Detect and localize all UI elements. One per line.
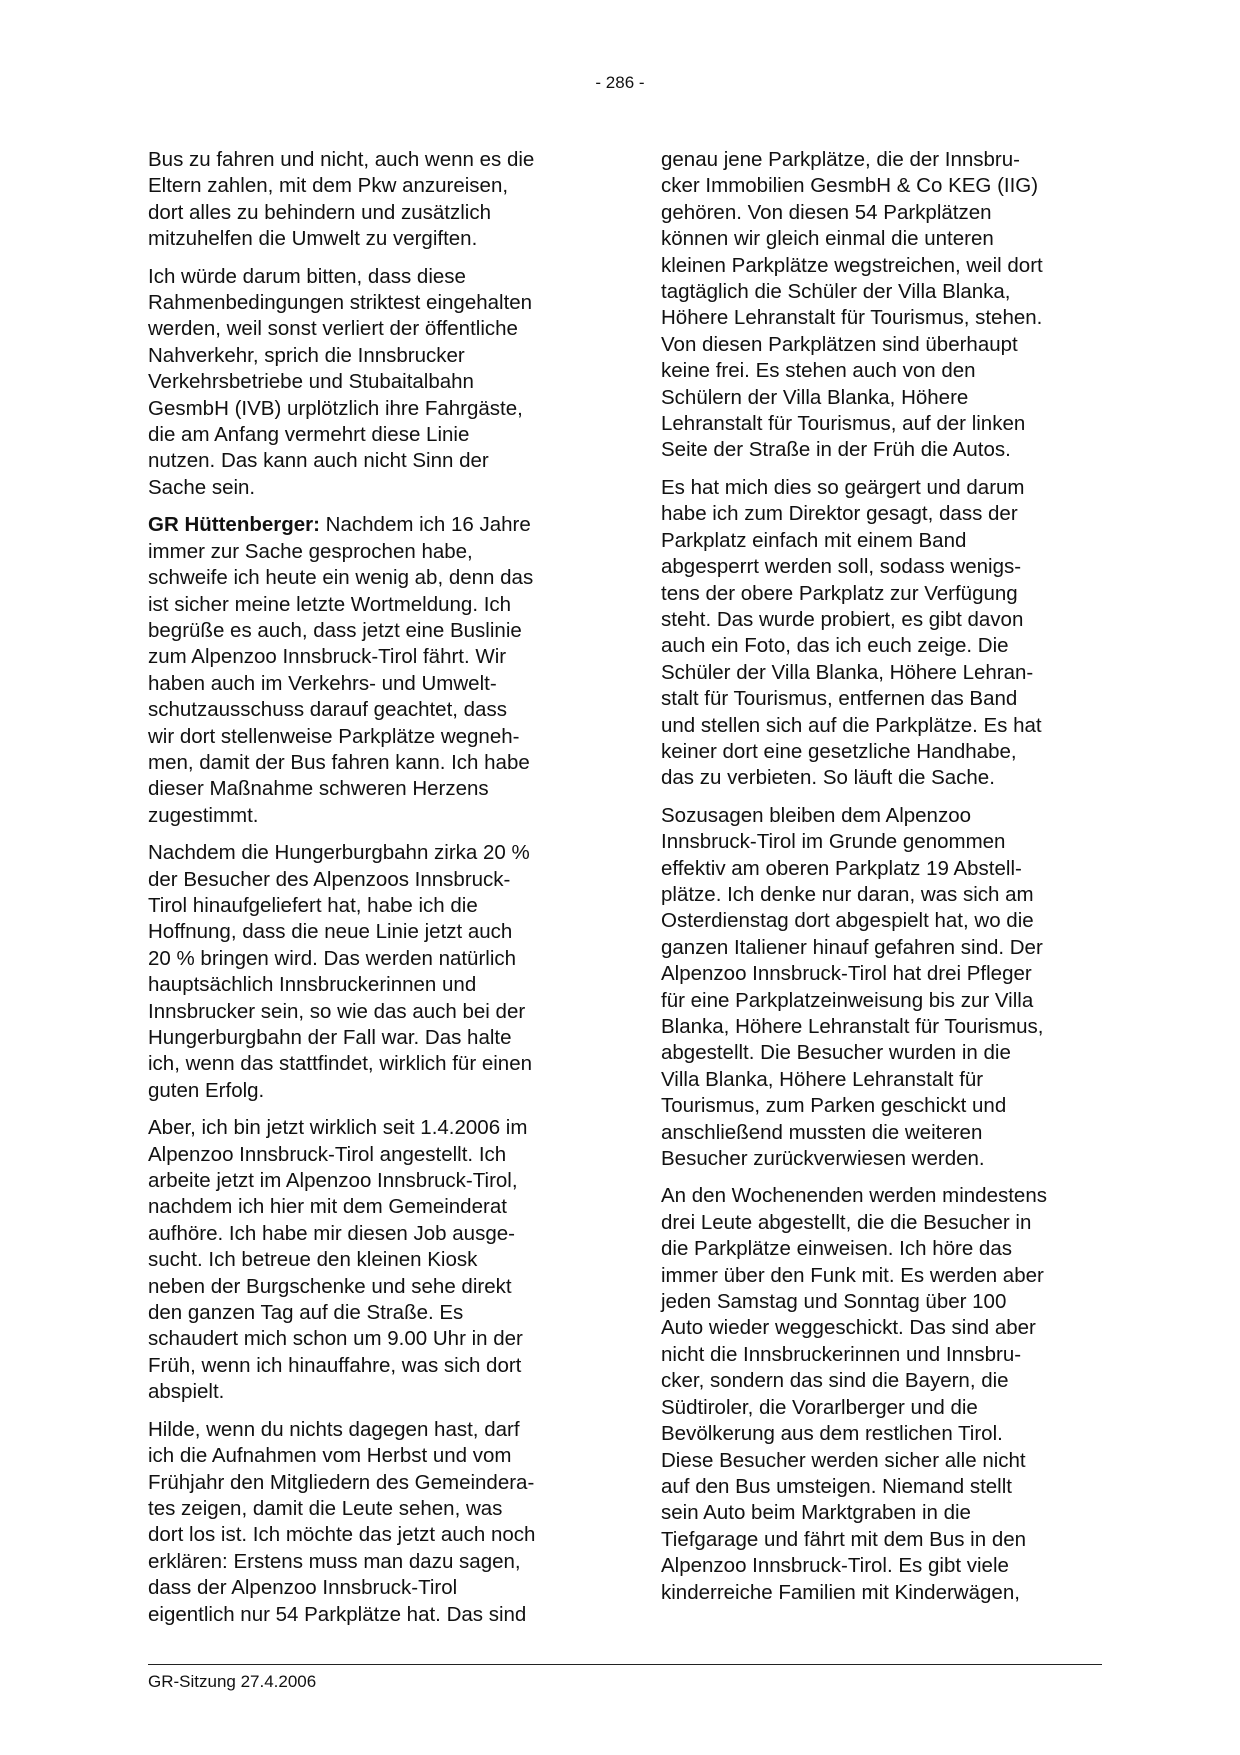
right-column xyxy=(661,147,1101,1617)
paragraph: genau jene Parkplätze, die der Innsbru- cker Immobilien GesmbH & Co KEG (IIG) gehören. Von diesen 54 Parkplätzen können wir gleich einmal die unteren kleinen Parkplätze wegstreichen, weil dort tagtäglich die Schüler der Villa Blanka, Höhere Lehranstalt für Tourismus, stehen. Von diesen Parkplätzen sind überhaupt keine frei. Es stehen auch von den Schülern der Villa Blanka, Höhere Lehranstalt für Tourismus, auf der linken Seite der Straße in der Früh die Autos. xyxy=(661,148,1043,462)
paragraph: Aber, ich bin jetzt wirklich seit 1.4.2006 im Alpenzoo Innsbruck-Tirol angestellt. Ich arbeite jetzt im Alpenzoo Innsbruck-Tirol, nachdem ich hier mit dem Gemeinderat aufhöre. Ich habe mir diesen Job ausge- sucht. Ich betreue den kleinen Kiosk neben der Burgschenke und sehe direkt den ganzen Tag auf die Straße. Es schaudert mich schon um 9.00 Uhr in der Früh, wenn ich hinauffahre, was sich dort abspielt. xyxy=(148,1116,528,1404)
left-column xyxy=(148,147,588,1639)
paragraph: Es hat mich dies so geärgert und darum habe ich zum Direktor gesagt, dass der Parkplatz einfach mit einem Band abgesperrt werden soll, sodass wenigs- tens der obere Parkplatz zur Verfügung steht. Das wurde probiert, es gibt davon auch ein Foto, das ich euch zeige. Die Schüler der Villa Blanka, Höhere Lehran- stalt für Tourismus, entfernen das Band und stellen sich auf die Parkplätze. Es hat keiner dort eine gesetzliche Handhabe, das zu verbieten. So läuft die Sache. xyxy=(661,475,1042,790)
page-number: - 286 - xyxy=(595,73,645,92)
paragraph-text: Nachdem ich 16 Jahre immer zur Sache gesprochen habe, schweife ich heute ein wenig ab, denn das ist sicher meine letzte Wortmeldung. Ich begrüße es auch, dass jetzt eine Buslinie zum Alpenzoo Innsbruck-Tirol fährt. Wir haben auch im Verkehrs- und Umwelt- schutzausschuss darauf geachtet, dass wir dort stellenweise Parkplätze wegneh- men, damit der Bus fahren kann. Ich habe dieser Maßnahme schweren Herzens zugestimmt. xyxy=(148,513,534,827)
footer-text: GR-Sitzung 27.4.2006 xyxy=(148,1672,317,1691)
paragraph: Sozusagen bleiben dem Alpenzoo Innsbruck-Tirol im Grunde genommen effektiv am oberen Parkplatz 19 Abstell- plätze. Ich denke nur daran, was sich am Osterdienstag dort abgespielt hat, wo die ganzen Italiener hinauf gefahren sind. Der Alpenzoo Innsbruck-Tirol hat drei Pfleger für eine Parkplatzeinweisung bis zur Villa Blanka, Höhere Lehranstalt für Tourismus, abgestellt. Die Besucher wurden in die Villa Blanka, Höhere Lehranstalt für Tourismus, zum Parken geschickt und anschließend mussten die weiteren Besucher zurückverwiesen werden. xyxy=(661,803,1044,1171)
paragraph: Nachdem die Hungerburgbahn zirka 20 % der Besucher des Alpenzoos Innsbruck- Tirol hinaufgeliefert hat, habe ich die Hoffnung, dass die neue Linie jetzt auch 20 % bringen wird. Das werden natürlich hauptsächlich Innsbruckerinnen und Innsbrucker sein, so wie das auch bei der Hungerburgbahn der Fall war. Das halte ich, wenn das stattfindet, wirklich für einen guten Erfolg. xyxy=(148,841,532,1102)
paragraph xyxy=(148,512,588,829)
paragraph: Hilde, wenn du nichts dagegen hast, darf ich die Aufnahmen vom Herbst und vom Frühjahr den Mitgliedern des Gemeindera- tes zeigen, damit die Leute sehen, was dort los ist. Ich möchte das jetzt auch noch erklären: Erstens muss man dazu sagen, dass der Alpenzoo Innsbruck-Tirol eigentlich nur 54 Parkplätze hat. Das sind xyxy=(148,1417,536,1626)
paragraph: Ich würde darum bitten, dass diese Rahmenbedingungen striktest eingehalten werden, weil sonst verliert der öffentliche Nahverkehr, sprich die Innsbrucker Verkehrsbetriebe und Stubaitalbahn GesmbH (IVB) urplötzlich ihre Fahrgäste, die am Anfang vermehrt diese Linie nutzen. Das kann auch nicht Sinn der Sache sein. xyxy=(148,264,533,499)
speaker-name: GR Hüttenberger: xyxy=(148,513,320,537)
footer-rule xyxy=(148,1664,1102,1665)
paragraph: Bus zu fahren und nicht, auch wenn es die Eltern zahlen, mit dem Pkw anzureisen, dort alles zu behindern und zusätzlich mitzuhelfen die Umwelt zu vergiften. xyxy=(148,148,535,251)
paragraph: An den Wochenenden werden mindestens drei Leute abgestellt, die die Besucher in die Parkplätze einweisen. Ich höre das immer über den Funk mit. Es werden aber jeden Samstag und Sonntag über 100 Auto wieder weggeschickt. Das sind aber nicht die Innsbruckerinnen und Innsbru- cker, sondern das sind die Bayern, die Südtiroler, die Vorarlberger und die Bevölkerung aus dem restlichen Tirol. Diese Besucher werden sicher alle nicht auf den Bus umsteigen. Niemand stellt sein Auto beim Marktgraben in die Tiefgarage und fährt mit dem Bus in den Alpenzoo Innsbruck-Tirol. Es gibt viele kinderreiche Familien mit Kinderwägen, xyxy=(661,1184,1047,1604)
